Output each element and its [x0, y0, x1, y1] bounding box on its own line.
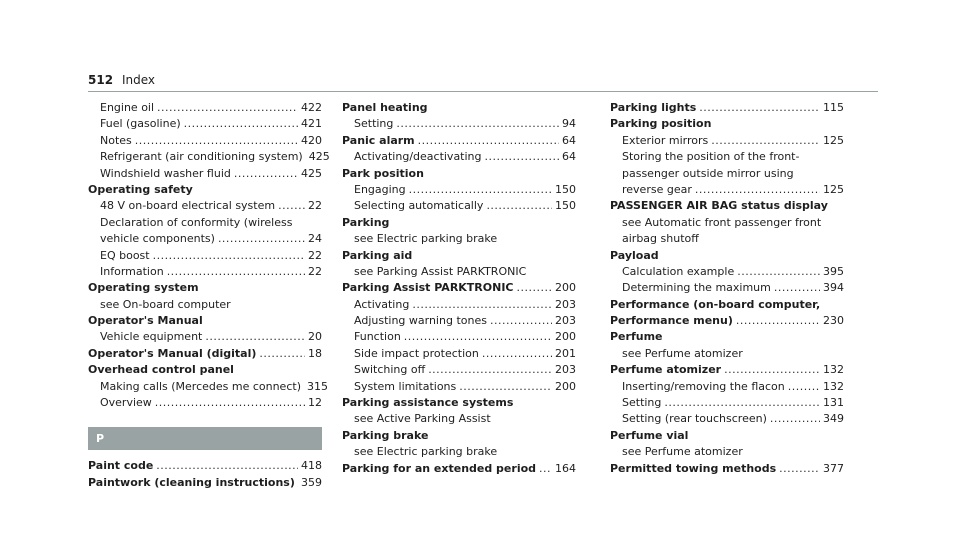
index-entry	[610, 100, 844, 116]
page-reference[interactable]: 64	[562, 150, 576, 164]
page-number: 512	[88, 73, 114, 87]
index-subentry	[610, 346, 844, 362]
page-reference[interactable]: 418	[301, 459, 322, 473]
entry-text: Panic alarm	[342, 133, 415, 147]
page-reference[interactable]: 203	[555, 297, 576, 311]
entry-text: Calculation example	[622, 264, 735, 278]
entry-text: see On-board computer	[100, 297, 231, 311]
dot-leader	[205, 329, 305, 345]
index-entry	[342, 166, 576, 182]
index-entry	[610, 362, 844, 378]
entry-text: see Automatic front passenger front	[622, 215, 822, 229]
dot-leader	[412, 297, 552, 313]
entry-text: see Electric parking brake	[354, 445, 498, 459]
page-reference[interactable]: 132	[823, 363, 844, 377]
index-entry	[610, 248, 844, 264]
dot-leader	[153, 248, 305, 264]
entry-text: Performance (on-board computer,	[610, 297, 821, 311]
page-reference[interactable]: 18	[308, 346, 322, 360]
dot-leader	[736, 313, 820, 329]
page-reference[interactable]: 420	[301, 133, 322, 147]
dot-leader	[135, 133, 298, 149]
entry-text: PASSENGER AIR BAG status display	[610, 199, 828, 213]
index-subentry	[88, 198, 322, 214]
index-entry	[88, 362, 322, 378]
entry-text: Paint code	[88, 459, 154, 473]
entry-text: Parking assistance systems	[342, 396, 514, 410]
index-subentry	[610, 182, 844, 198]
entry-text: Engine oil	[100, 101, 155, 114]
entry-text: Setting	[354, 117, 394, 131]
index-letter-heading: P	[88, 427, 322, 450]
entry-text: Parking brake	[342, 428, 429, 442]
dot-leader	[396, 116, 559, 132]
dot-leader	[418, 133, 559, 149]
page-reference[interactable]: 150	[555, 199, 576, 213]
page-reference[interactable]: 349	[823, 412, 844, 426]
entry-text: Overview	[100, 396, 152, 410]
page-reference[interactable]: 230	[823, 314, 844, 328]
entry-text: Setting	[622, 396, 662, 410]
entry-text: Selecting automatically	[354, 199, 484, 213]
page-reference[interactable]: 125	[823, 133, 844, 147]
entry-text: Determining the maximum	[622, 281, 771, 295]
page-reference[interactable]: 200	[555, 379, 576, 393]
entry-text: Overhead control panel	[88, 363, 234, 377]
dot-leader	[695, 182, 820, 198]
entry-text: Parking aid	[342, 248, 413, 262]
page-reference[interactable]: 94	[562, 117, 576, 131]
index-subentry	[610, 411, 844, 427]
page-reference[interactable]: 22	[308, 264, 322, 278]
index-entry	[342, 395, 576, 411]
entry-text: Panel heating	[342, 101, 428, 114]
dot-leader	[779, 461, 820, 477]
entry-text: Activating	[354, 297, 410, 311]
index-subentry	[88, 329, 322, 345]
index-subentry	[342, 231, 576, 247]
page-reference[interactable]: 201	[555, 346, 576, 360]
entry-text: airbag shutoff	[622, 232, 699, 246]
page-reference[interactable]: 425	[301, 166, 322, 180]
entry-text: Park position	[342, 166, 424, 180]
entry-text: Operator's Manual	[88, 314, 203, 328]
index-entry	[342, 428, 576, 444]
index-subentry	[88, 264, 322, 280]
entry-text: Performance menu)	[610, 314, 733, 328]
page-reference[interactable]: 200	[555, 330, 576, 344]
index-entry	[342, 215, 576, 231]
page-reference[interactable]: 132	[823, 379, 844, 393]
index-entry	[88, 280, 322, 296]
index-subentry	[88, 297, 322, 313]
index-entry	[342, 133, 576, 149]
index-subentry	[610, 379, 844, 395]
index-subentry	[342, 116, 576, 132]
index-subentry	[610, 133, 844, 149]
entry-text: Function	[354, 330, 401, 344]
index-subentry	[342, 411, 576, 427]
dot-leader	[737, 264, 820, 280]
page-reference[interactable]: 315	[306, 379, 328, 393]
entry-text: Parking lights	[610, 101, 697, 114]
page-reference[interactable]: 422	[301, 101, 322, 114]
dot-leader	[486, 198, 552, 214]
dot-leader	[156, 458, 298, 474]
index-subentry	[342, 297, 576, 313]
index-subentry	[610, 395, 844, 411]
entry-text: see Electric parking brake	[354, 232, 498, 246]
index-subentry	[342, 346, 576, 362]
index-subentry	[88, 248, 322, 264]
page-reference[interactable]: 421	[301, 117, 322, 131]
dot-leader	[664, 395, 820, 411]
index-subentry	[342, 264, 576, 280]
section-title: Index	[122, 73, 156, 87]
entry-text: Payload	[610, 248, 659, 262]
page-reference[interactable]: 125	[823, 182, 844, 196]
index-column-1	[88, 100, 330, 491]
dot-leader	[184, 116, 298, 132]
entry-text: Parking	[342, 215, 390, 229]
index-subentry	[342, 149, 576, 165]
dot-leader	[517, 280, 552, 296]
dot-leader	[770, 411, 820, 427]
entry-text: Paintwork (cleaning instructions)	[88, 475, 295, 489]
dot-leader	[259, 346, 305, 362]
page-reference[interactable]: 22	[308, 248, 322, 262]
index-entry	[610, 329, 844, 345]
index-subentry	[342, 198, 576, 214]
page-reference[interactable]: 395	[823, 264, 844, 278]
page-reference[interactable]: 64	[562, 133, 576, 147]
dot-leader	[774, 280, 820, 296]
index-entry	[342, 248, 576, 264]
entry-text: Parking for an extended period	[342, 461, 537, 475]
dot-leader	[482, 346, 552, 362]
index-entry	[342, 100, 576, 116]
index-subentry	[342, 444, 576, 460]
index-entry	[342, 461, 576, 477]
entry-text: see Perfume atomizer	[622, 445, 743, 459]
dot-leader	[404, 329, 552, 345]
entry-text: Permitted towing methods	[610, 461, 777, 475]
index-subentry	[610, 149, 844, 165]
entry-text: Adjusting warning tones	[354, 314, 487, 328]
index-subentry	[342, 313, 576, 329]
page-reference[interactable]: 200	[555, 281, 576, 295]
dot-leader	[157, 100, 298, 116]
entry-text: Parking position	[610, 117, 712, 131]
index-entry	[88, 475, 322, 491]
index-subentry	[88, 100, 322, 116]
index-subentry	[610, 264, 844, 280]
dot-leader	[167, 264, 305, 280]
dot-leader	[699, 100, 820, 116]
entry-text: Inserting/removing the flacon	[622, 379, 785, 393]
dot-leader	[234, 166, 298, 182]
entry-text: Perfume	[610, 330, 663, 344]
entry-text: Perfume vial	[610, 428, 689, 442]
dot-leader	[278, 198, 305, 214]
dot-leader	[788, 379, 820, 395]
entry-text: Information	[100, 264, 164, 278]
page-reference[interactable]: 359	[301, 475, 322, 489]
index-subentry	[88, 215, 322, 231]
entry-text: EQ boost	[100, 248, 150, 262]
index-column-2	[342, 100, 576, 477]
index-subentry	[88, 379, 328, 395]
index-subentry	[342, 379, 576, 395]
index-entry	[610, 461, 844, 477]
entry-text: Operating system	[88, 281, 199, 295]
dot-leader	[218, 231, 305, 247]
entry-text: Fuel (gasoline)	[100, 117, 181, 131]
index-subentry	[610, 215, 844, 231]
entry-text: Setting (rear touchscreen)	[622, 412, 767, 426]
index-subentry	[342, 329, 576, 345]
index-subentry	[342, 362, 576, 378]
dot-leader	[428, 362, 552, 378]
dot-leader	[485, 149, 559, 165]
entry-text: Activating/deactivating	[354, 150, 482, 164]
section-gap	[88, 411, 322, 427]
index-subentry	[88, 231, 322, 247]
index-column-3	[610, 100, 844, 477]
entry-text: Switching off	[354, 363, 426, 377]
entry-text: passenger outside mirror using	[622, 166, 794, 180]
index-subentry	[342, 182, 576, 198]
entry-text: Storing the position of the front-	[622, 150, 800, 164]
entry-text: Making calls (Mercedes me connect)	[100, 379, 301, 393]
dot-leader	[155, 395, 305, 411]
page-reference[interactable]: 203	[555, 363, 576, 377]
page-header	[88, 0, 878, 92]
index-entry	[610, 297, 844, 313]
index-entry	[88, 458, 322, 474]
dot-leader	[711, 133, 820, 149]
page-reference[interactable]: 150	[555, 182, 576, 196]
index-subentry	[88, 149, 330, 165]
page-reference[interactable]: 425	[308, 150, 330, 164]
entry-text: see Parking Assist PARKTRONIC	[354, 264, 527, 278]
entry-text: Operating safety	[88, 182, 193, 196]
page-reference[interactable]: 20	[308, 330, 322, 344]
index-entry	[342, 280, 576, 296]
entry-text: Operator's Manual (digital)	[88, 346, 257, 360]
dot-leader	[490, 313, 552, 329]
index-subentry	[88, 133, 322, 149]
page-reference[interactable]: 203	[555, 314, 576, 328]
entry-text: reverse gear	[622, 182, 692, 196]
index-subentry	[610, 231, 844, 247]
index-entry	[610, 116, 844, 132]
page-reference[interactable]: 164	[555, 461, 576, 475]
index-entry	[88, 313, 322, 329]
entry-text: Parking Assist PARKTRONIC	[342, 281, 514, 295]
dot-leader	[409, 182, 552, 198]
index-subentry	[88, 395, 322, 411]
dot-leader	[459, 379, 552, 395]
page-reference[interactable]: 131	[823, 396, 844, 410]
entry-text: Refrigerant (air conditioning system)	[100, 150, 303, 164]
entry-text: Perfume atomizer	[610, 363, 722, 377]
entry-text: Engaging	[354, 182, 406, 196]
index-subentry	[88, 166, 322, 182]
index-entry	[88, 346, 322, 362]
entry-text: vehicle components)	[100, 232, 215, 246]
index-subentry	[610, 166, 844, 182]
index-subentry	[88, 116, 322, 132]
entry-text: Notes	[100, 133, 132, 147]
index-entry	[610, 428, 844, 444]
index-subentry	[610, 444, 844, 460]
page-reference[interactable]: 377	[823, 461, 844, 475]
entry-text: Exterior mirrors	[622, 133, 709, 147]
dot-leader	[539, 461, 552, 477]
entry-text: see Perfume atomizer	[622, 346, 743, 360]
entry-text: System limitations	[354, 379, 457, 393]
entry-text: Side impact protection	[354, 346, 479, 360]
entry-text: Windshield washer fluid	[100, 166, 231, 180]
page-reference[interactable]: 115	[823, 101, 844, 114]
entry-text: Declaration of conformity (wireless	[100, 215, 293, 229]
entry-text: 48 V on-board electrical system	[100, 199, 276, 213]
dot-leader	[724, 362, 820, 378]
entry-text: see Active Parking Assist	[354, 412, 491, 426]
index-entry	[88, 182, 322, 198]
page-reference[interactable]: 22	[308, 199, 322, 213]
index-entry	[610, 313, 844, 329]
page-reference[interactable]: 394	[823, 281, 844, 295]
index-subentry	[610, 280, 844, 296]
page-reference[interactable]: 24	[308, 232, 322, 246]
index-entry	[610, 198, 844, 214]
page-reference[interactable]: 12	[308, 396, 322, 410]
entry-text: Vehicle equipment	[100, 330, 203, 344]
